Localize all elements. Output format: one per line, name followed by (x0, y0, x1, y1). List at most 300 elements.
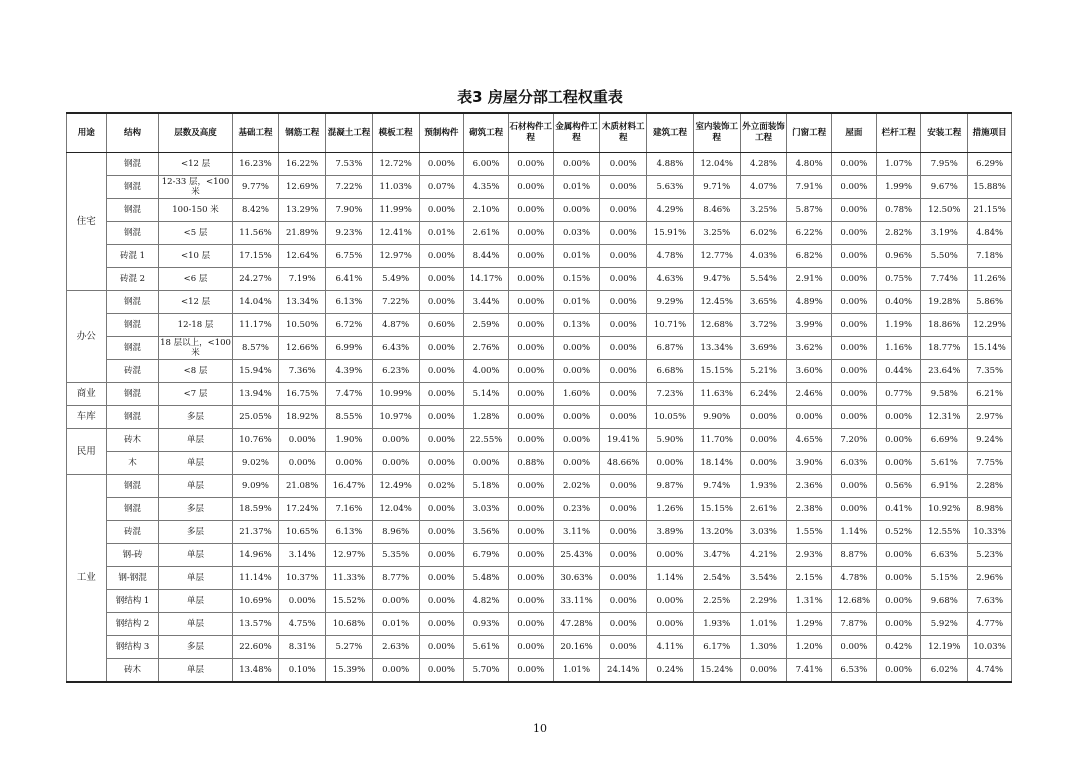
floors-cell: 单层 (159, 590, 232, 613)
use-cell: 民用 (67, 429, 107, 475)
value-cell: 3.03% (740, 521, 787, 544)
value-cell: 6.02% (921, 659, 968, 683)
value-cell: 0.01% (553, 291, 600, 314)
value-cell: 0.02% (419, 475, 464, 498)
value-cell: 2.54% (693, 567, 740, 590)
value-cell: 0.00% (832, 314, 877, 337)
value-cell: 0.00% (600, 245, 647, 268)
value-cell: 0.00% (279, 429, 326, 452)
table-row (67, 406, 1012, 429)
value-cell: 21.08% (279, 475, 326, 498)
value-cell: 1.14% (832, 521, 877, 544)
value-cell: 10.03% (968, 636, 1012, 659)
structure-cell: 钢混 (106, 291, 159, 314)
column-header: 钢筋工程 (279, 113, 326, 153)
value-cell: 2.97% (968, 406, 1012, 429)
value-cell: 13.34% (693, 337, 740, 360)
value-cell: 7.36% (279, 360, 326, 383)
value-cell: 0.00% (647, 544, 694, 567)
value-cell: 11.56% (232, 222, 279, 245)
value-cell: 0.00% (600, 567, 647, 590)
value-cell: 4.80% (787, 153, 832, 176)
value-cell: 12.49% (372, 475, 419, 498)
value-cell: 3.25% (693, 222, 740, 245)
floors-cell: 12-18 层 (159, 314, 232, 337)
value-cell: 1.01% (740, 613, 787, 636)
value-cell: 10.68% (326, 613, 373, 636)
value-cell: 3.89% (647, 521, 694, 544)
value-cell: 20.16% (553, 636, 600, 659)
value-cell: 5.92% (921, 613, 968, 636)
value-cell: 0.00% (419, 521, 464, 544)
value-cell: 18.14% (693, 452, 740, 475)
value-cell: 12.29% (968, 314, 1012, 337)
value-cell: 0.13% (553, 314, 600, 337)
value-cell: 4.63% (647, 268, 694, 291)
value-cell: 2.38% (787, 498, 832, 521)
value-cell: 0.00% (419, 360, 464, 383)
value-cell: 22.55% (464, 429, 509, 452)
value-cell: 9.90% (693, 406, 740, 429)
value-cell: 6.99% (326, 337, 373, 360)
value-cell: 11.14% (232, 567, 279, 590)
value-cell: 6.23% (372, 360, 419, 383)
value-cell: 0.10% (279, 659, 326, 683)
value-cell: 7.23% (647, 383, 694, 406)
value-cell: 33.11% (553, 590, 600, 613)
value-cell: 1.31% (787, 590, 832, 613)
value-cell: 9.71% (693, 176, 740, 199)
value-cell: 9.09% (232, 475, 279, 498)
value-cell: 0.40% (876, 291, 921, 314)
value-cell: 11.33% (326, 567, 373, 590)
value-cell: 3.25% (740, 199, 787, 222)
value-cell: 0.00% (508, 291, 553, 314)
value-cell: 0.77% (876, 383, 921, 406)
value-cell: 18.77% (921, 337, 968, 360)
value-cell: 6.29% (968, 153, 1012, 176)
value-cell: 0.52% (876, 521, 921, 544)
value-cell: 6.17% (693, 636, 740, 659)
value-cell: 4.88% (647, 153, 694, 176)
value-cell: 0.75% (876, 268, 921, 291)
floors-cell: <12 层 (159, 291, 232, 314)
value-cell: 15.15% (693, 498, 740, 521)
table-row (67, 314, 1012, 337)
value-cell: 0.88% (508, 452, 553, 475)
value-cell: 12.04% (372, 498, 419, 521)
value-cell: 10.92% (921, 498, 968, 521)
value-cell: 0.44% (876, 360, 921, 383)
value-cell: 1.60% (553, 383, 600, 406)
value-cell: 0.00% (419, 199, 464, 222)
value-cell: 0.00% (419, 498, 464, 521)
value-cell: 12.64% (279, 245, 326, 268)
value-cell: 19.28% (921, 291, 968, 314)
value-cell: 0.00% (600, 222, 647, 245)
value-cell: 0.03% (553, 222, 600, 245)
value-cell: 3.54% (740, 567, 787, 590)
structure-cell: 钢混 (106, 383, 159, 406)
value-cell: 7.47% (326, 383, 373, 406)
value-cell: 2.02% (553, 475, 600, 498)
value-cell: 8.96% (372, 521, 419, 544)
structure-cell: 钢混 (106, 176, 159, 199)
table-body (67, 153, 1012, 683)
value-cell: 0.24% (647, 659, 694, 683)
value-cell: 16.22% (279, 153, 326, 176)
value-cell: 0.00% (508, 337, 553, 360)
value-cell: 4.03% (740, 245, 787, 268)
value-cell: 0.00% (508, 636, 553, 659)
value-cell: 15.88% (968, 176, 1012, 199)
value-cell: 18.59% (232, 498, 279, 521)
value-cell: 0.41% (876, 498, 921, 521)
value-cell: 6.41% (326, 268, 373, 291)
value-cell: 30.63% (553, 567, 600, 590)
value-cell: 11.70% (693, 429, 740, 452)
value-cell: 9.58% (921, 383, 968, 406)
value-cell: 3.56% (464, 521, 509, 544)
value-cell: 6.24% (740, 383, 787, 406)
value-cell: 2.93% (787, 544, 832, 567)
value-cell: 0.00% (553, 337, 600, 360)
column-header: 混凝土工程 (326, 113, 373, 153)
value-cell: 0.93% (464, 613, 509, 636)
value-cell: 0.00% (832, 291, 877, 314)
value-cell: 5.27% (326, 636, 373, 659)
value-cell: 0.00% (508, 176, 553, 199)
value-cell: 3.65% (740, 291, 787, 314)
value-cell: 16.47% (326, 475, 373, 498)
value-cell: 0.00% (647, 590, 694, 613)
structure-cell: 砖木 (106, 429, 159, 452)
value-cell: 4.89% (787, 291, 832, 314)
value-cell: 21.15% (968, 199, 1012, 222)
value-cell: 2.46% (787, 383, 832, 406)
value-cell: 4.74% (968, 659, 1012, 683)
structure-cell: 木 (106, 452, 159, 475)
table-row (67, 544, 1012, 567)
value-cell: 12.97% (326, 544, 373, 567)
value-cell: 0.00% (876, 452, 921, 475)
value-cell: 5.86% (968, 291, 1012, 314)
value-cell: 0.00% (419, 636, 464, 659)
value-cell: 4.65% (787, 429, 832, 452)
value-cell: 0.00% (832, 360, 877, 383)
value-cell: 7.91% (787, 176, 832, 199)
value-cell: 9.67% (921, 176, 968, 199)
column-header: 室内装饰工程 (693, 113, 740, 153)
value-cell: 3.69% (740, 337, 787, 360)
value-cell: 2.59% (464, 314, 509, 337)
table-row (67, 360, 1012, 383)
value-cell: 9.77% (232, 176, 279, 199)
value-cell: 21.89% (279, 222, 326, 245)
value-cell: 6.00% (464, 153, 509, 176)
value-cell: 0.00% (464, 452, 509, 475)
value-cell: 5.18% (464, 475, 509, 498)
value-cell: 6.72% (326, 314, 373, 337)
value-cell: 0.00% (553, 406, 600, 429)
value-cell: 0.00% (832, 406, 877, 429)
value-cell: 7.74% (921, 268, 968, 291)
value-cell: 9.29% (647, 291, 694, 314)
value-cell: 7.22% (372, 291, 419, 314)
value-cell: 0.00% (647, 613, 694, 636)
value-cell: 0.00% (372, 659, 419, 683)
value-cell: 8.44% (464, 245, 509, 268)
column-header: 外立面装饰工程 (740, 113, 787, 153)
floors-cell: 单层 (159, 475, 232, 498)
value-cell: 8.46% (693, 199, 740, 222)
value-cell: 0.00% (419, 337, 464, 360)
value-cell: 13.34% (279, 291, 326, 314)
value-cell: 2.61% (740, 498, 787, 521)
value-cell: 6.22% (787, 222, 832, 245)
value-cell: 2.28% (968, 475, 1012, 498)
value-cell: 15.52% (326, 590, 373, 613)
value-cell: 13.20% (693, 521, 740, 544)
floors-cell: <7 层 (159, 383, 232, 406)
value-cell: 0.00% (832, 268, 877, 291)
value-cell: 1.29% (787, 613, 832, 636)
value-cell: 0.00% (647, 452, 694, 475)
value-cell: 4.35% (464, 176, 509, 199)
value-cell: 17.15% (232, 245, 279, 268)
value-cell: 1.99% (876, 176, 921, 199)
value-cell: 5.23% (968, 544, 1012, 567)
value-cell: 0.00% (508, 314, 553, 337)
value-cell: 0.00% (876, 429, 921, 452)
value-cell: 0.00% (876, 567, 921, 590)
value-cell: 10.65% (279, 521, 326, 544)
value-cell: 0.00% (419, 291, 464, 314)
value-cell: 12.68% (832, 590, 877, 613)
value-cell: 0.00% (279, 452, 326, 475)
value-cell: 8.87% (832, 544, 877, 567)
table-row (67, 475, 1012, 498)
value-cell: 0.01% (372, 613, 419, 636)
value-cell: 0.00% (876, 613, 921, 636)
value-cell: 2.25% (693, 590, 740, 613)
value-cell: 0.00% (600, 360, 647, 383)
value-cell: 0.00% (508, 245, 553, 268)
column-header: 金属构件工程 (553, 113, 600, 153)
value-cell: 12.31% (921, 406, 968, 429)
value-cell: 5.49% (372, 268, 419, 291)
floors-cell: 100-150 米 (159, 199, 232, 222)
value-cell: 3.14% (279, 544, 326, 567)
value-cell: 7.90% (326, 199, 373, 222)
value-cell: 0.01% (553, 245, 600, 268)
table-row (67, 521, 1012, 544)
value-cell: 10.50% (279, 314, 326, 337)
value-cell: 0.00% (600, 406, 647, 429)
value-cell: 4.87% (372, 314, 419, 337)
value-cell: 0.00% (508, 406, 553, 429)
value-cell: 25.05% (232, 406, 279, 429)
value-cell: 0.00% (508, 659, 553, 683)
value-cell: 4.29% (647, 199, 694, 222)
floors-cell: 多层 (159, 636, 232, 659)
value-cell: 1.20% (787, 636, 832, 659)
table-row (67, 498, 1012, 521)
value-cell: 5.14% (464, 383, 509, 406)
value-cell: 0.00% (876, 659, 921, 683)
value-cell: 8.98% (968, 498, 1012, 521)
value-cell: 7.63% (968, 590, 1012, 613)
structure-cell: 钢混 (106, 337, 159, 360)
value-cell: 0.00% (419, 406, 464, 429)
value-cell: 0.23% (553, 498, 600, 521)
value-cell: 0.96% (876, 245, 921, 268)
value-cell: 5.50% (921, 245, 968, 268)
value-cell: 3.19% (921, 222, 968, 245)
value-cell: 3.62% (787, 337, 832, 360)
value-cell: 23.64% (921, 360, 968, 383)
value-cell: 0.00% (600, 613, 647, 636)
value-cell: 13.29% (279, 199, 326, 222)
table-row (67, 636, 1012, 659)
value-cell: 8.55% (326, 406, 373, 429)
value-cell: 9.47% (693, 268, 740, 291)
value-cell: 0.00% (419, 452, 464, 475)
structure-cell: 钢-钢混 (106, 567, 159, 590)
value-cell: 4.28% (740, 153, 787, 176)
table-row (67, 245, 1012, 268)
value-cell: 0.00% (600, 314, 647, 337)
value-cell: 7.20% (832, 429, 877, 452)
table-row (67, 383, 1012, 406)
floors-cell: 多层 (159, 406, 232, 429)
value-cell: 12.77% (693, 245, 740, 268)
structure-cell: 钢混 (106, 314, 159, 337)
structure-cell: 钢混 (106, 199, 159, 222)
structure-cell: 钢混 (106, 475, 159, 498)
value-cell: 7.95% (921, 153, 968, 176)
value-cell: 0.00% (419, 613, 464, 636)
value-cell: 2.36% (787, 475, 832, 498)
value-cell: 11.03% (372, 176, 419, 199)
value-cell: 9.02% (232, 452, 279, 475)
value-cell: 25.43% (553, 544, 600, 567)
value-cell: 3.60% (787, 360, 832, 383)
value-cell: 12.04% (693, 153, 740, 176)
value-cell: 0.00% (600, 636, 647, 659)
floors-cell: 单层 (159, 659, 232, 683)
value-cell: 1.30% (740, 636, 787, 659)
value-cell: 5.63% (647, 176, 694, 199)
value-cell: 5.87% (787, 199, 832, 222)
value-cell: 0.00% (508, 590, 553, 613)
value-cell: 1.93% (740, 475, 787, 498)
value-cell: 1.14% (647, 567, 694, 590)
floors-cell: 12-33 层，<100 米 (159, 176, 232, 199)
value-cell: 10.37% (279, 567, 326, 590)
value-cell: 5.61% (921, 452, 968, 475)
value-cell: 0.00% (832, 498, 877, 521)
value-cell: 5.15% (921, 567, 968, 590)
value-cell: 3.03% (464, 498, 509, 521)
value-cell: 13.48% (232, 659, 279, 683)
value-cell: 12.50% (921, 199, 968, 222)
value-cell: 9.68% (921, 590, 968, 613)
value-cell: 12.41% (372, 222, 419, 245)
structure-cell: 钢混 (106, 153, 159, 176)
value-cell: 2.15% (787, 567, 832, 590)
column-header: 措施项目 (968, 113, 1012, 153)
value-cell: 11.99% (372, 199, 419, 222)
value-cell: 0.42% (876, 636, 921, 659)
column-header: 用途 (67, 113, 107, 153)
use-cell: 车库 (67, 406, 107, 429)
value-cell: 0.00% (508, 199, 553, 222)
value-cell: 10.05% (647, 406, 694, 429)
structure-cell: 钢结构 1 (106, 590, 159, 613)
table-row (67, 452, 1012, 475)
value-cell: 2.29% (740, 590, 787, 613)
value-cell: 0.01% (419, 222, 464, 245)
value-cell: 11.63% (693, 383, 740, 406)
value-cell: 6.68% (647, 360, 694, 383)
value-cell: 2.96% (968, 567, 1012, 590)
value-cell: 0.00% (832, 245, 877, 268)
value-cell: 2.76% (464, 337, 509, 360)
value-cell: 3.72% (740, 314, 787, 337)
value-cell: 6.75% (326, 245, 373, 268)
value-cell: 6.53% (832, 659, 877, 683)
value-cell: 2.91% (787, 268, 832, 291)
column-header: 基础工程 (232, 113, 279, 153)
column-header: 层数及高度 (159, 113, 232, 153)
value-cell: 0.00% (600, 291, 647, 314)
column-header: 结构 (106, 113, 159, 153)
value-cell: 0.00% (419, 659, 464, 683)
value-cell: 5.35% (372, 544, 419, 567)
table-row (67, 429, 1012, 452)
value-cell: 0.00% (600, 521, 647, 544)
value-cell: 0.00% (419, 245, 464, 268)
floors-cell: 18 层以上，<100 米 (160, 338, 231, 358)
value-cell: 0.00% (372, 429, 419, 452)
value-cell: 1.07% (876, 153, 921, 176)
value-cell: 10.99% (372, 383, 419, 406)
value-cell: 7.53% (326, 153, 373, 176)
table-row (67, 613, 1012, 636)
value-cell: 0.00% (508, 613, 553, 636)
floors-cell: 多层 (159, 498, 232, 521)
value-cell: 0.00% (279, 590, 326, 613)
value-cell: 0.00% (553, 429, 600, 452)
value-cell: 12.72% (372, 153, 419, 176)
value-cell: 6.03% (832, 452, 877, 475)
value-cell: 0.00% (832, 176, 877, 199)
value-cell: 15.94% (232, 360, 279, 383)
value-cell: 4.82% (464, 590, 509, 613)
structure-cell: 砖混 (106, 521, 159, 544)
table-row (67, 199, 1012, 222)
column-header: 建筑工程 (647, 113, 694, 153)
value-cell: 11.26% (968, 268, 1012, 291)
value-cell: 10.33% (968, 521, 1012, 544)
floors-cell: 单层 (159, 544, 232, 567)
structure-cell: 钢混 (106, 406, 159, 429)
column-header: 安装工程 (921, 113, 968, 153)
floors-cell: <10 层 (159, 245, 232, 268)
value-cell: 5.54% (740, 268, 787, 291)
structure-cell: 钢结构 2 (106, 613, 159, 636)
